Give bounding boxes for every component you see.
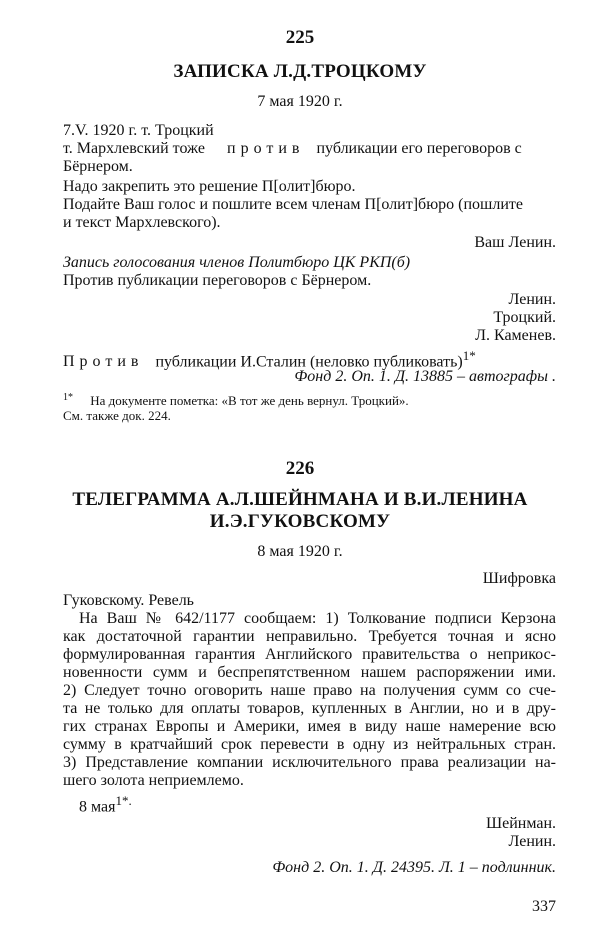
vote-heading: Запись голосования членов Политбюро ЦК РКП(б) [63, 254, 411, 271]
footnote-mark: 1* [63, 392, 73, 403]
body-line-3: формулированная гарантия Английского правительства о неприкос- [63, 646, 556, 663]
doc226-archive: Фонд 2. Оп. 1. Д. 24395. Л. 1 – подлинник. [272, 859, 556, 876]
body-line-9: 3) Представление компании исключительного права реализации на- [63, 754, 556, 771]
addressee: Гуковскому. Ревель [63, 592, 194, 609]
doc225-line-3: Бёрнером. [63, 158, 133, 175]
body-line-8: сумму в кратчайший срок перевести в одну из нейтральных стран. [63, 736, 556, 753]
doc225-line-2a: т. Мархлевский тоже [63, 140, 205, 157]
voter-kamenev: Л. Каменев. [475, 327, 556, 344]
footnote-text: На документе пометка: «В тот же день вернул. Троцкий». [90, 393, 409, 409]
signer-lenin: Ленин. [508, 833, 556, 850]
stalin-spaced: Против [63, 353, 144, 371]
stalin-footnote-mark: 1* [462, 348, 476, 363]
body-line-6: та не только для оплаты товаров, купленных в Англии, но и в дру- [63, 700, 556, 717]
telegram-date-mark: 1*. [115, 793, 132, 808]
vote-text: Против публикации переговоров с Бёрнером. [63, 272, 372, 289]
doc225-line-2 [63, 139, 522, 159]
body-line-1: На Ваш № 642/1177 сообщаем: 1) Толкование подписи Керзона [79, 610, 556, 627]
doc226-title-line-2: И.Э.ГУКОВСКОМУ [209, 511, 391, 532]
doc225-line-2b: публикации его переговоров с [316, 140, 522, 157]
doc225-title: ЗАПИСКА Л.Д.ТРОЦКОМУ [173, 61, 427, 82]
doc225-line-5: Подайте Ваш голос и пошлите всем членам П[олит]бюро (пошлите [63, 196, 523, 213]
doc225-line-2-spaced: против [227, 140, 305, 157]
body-line-4: новенности сумм и беспрепятственном нашем распоряжении ими. [63, 664, 556, 681]
doc225-line-1: 7.V. 1920 г. т. Троцкий [63, 122, 214, 139]
voter-lenin: Ленин. [508, 291, 556, 308]
doc226-number: 226 [285, 458, 315, 479]
doc225-archive: Фонд 2. Оп. 1. Д. 13885 – автографы . [294, 368, 556, 385]
body-line-5: 2) Следует точно оговорить наше право на получения сумм со сче- [63, 682, 556, 699]
cipher-label: Шифровка [482, 570, 556, 587]
doc225-signature: Ваш Ленин. [474, 234, 556, 251]
voter-trotsky: Троцкий. [493, 309, 556, 326]
doc225-line-4: Надо закрепить это решение П[олит]бюро. [63, 178, 356, 195]
doc225-line-6: и текст Мархлевского). [63, 214, 221, 231]
body-line-7: гих странах Европы и Америки, имея в виду наше намерение всю [63, 718, 556, 735]
doc225-number: 225 [285, 27, 315, 48]
doc226-title-line-1: ТЕЛЕГРАММА А.Л.ШЕЙНМАНА И В.И.ЛЕНИНА [72, 489, 528, 510]
telegram-date-text: 8 мая [79, 798, 116, 816]
page-number: 337 [532, 898, 556, 915]
doc226-date: 8 мая 1920 г. [257, 543, 343, 560]
see-also: См. также док. 224. [63, 408, 171, 423]
body-line-10: шего золота неприемлемо. [63, 772, 244, 789]
body-line-2: как достаточной гарантии неправильно. Требуется точная и ясно [63, 628, 556, 645]
doc225-date: 7 мая 1920 г. [257, 93, 343, 110]
stalin-text: публикации И.Сталин (неловко публиковать) [155, 353, 463, 371]
signer-sheinman: Шейнман. [485, 815, 556, 832]
